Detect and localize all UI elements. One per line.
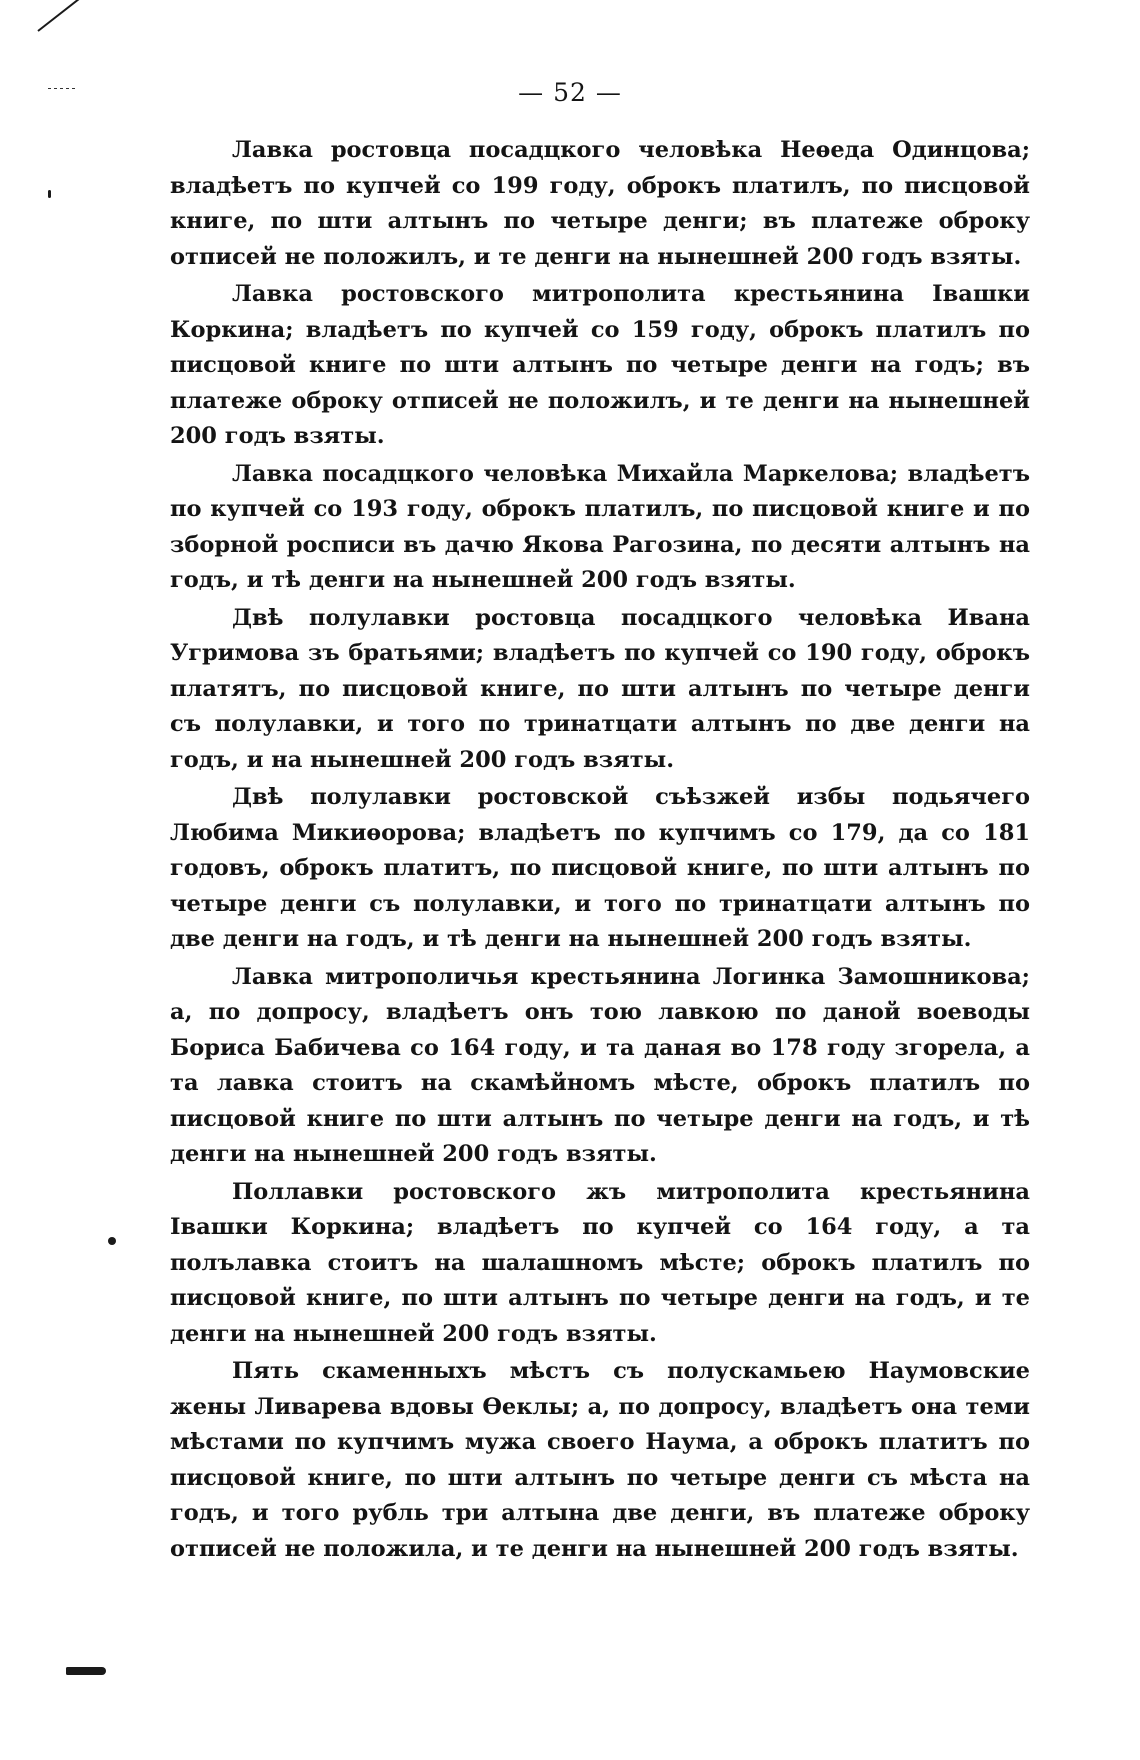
paragraph: Поллавки ростовского жъ митрополита крестьянина Івашки Коркина; владѣетъ по купчей со 164 году, а та полълавка стоитъ на шалашномъ мѣсте; оброкъ платилъ по писцовой книге, по шти алтынъ по четыре денги на годъ, и те денги на нынешней 200 годъ взяты. <box>170 1178 1030 1347</box>
paragraph: Двѣ полулавки ростовской съѣзжей избы подьячего Любима Микиѳорова; владѣетъ по купчимъ со 179, да со 181 годовъ, оброкъ платитъ, по писцовой книге, по шти алтынъ по четыре денги съ полулавки, и того по тринатцати алтынъ по две денги на годъ, и тѣ денги на нынешней 200 годъ взяты. <box>170 784 1030 952</box>
paragraph: Лавка ростовского митрополита крестьянина Івашки Коркина; владѣетъ по купчей со 159 году, оброкъ платилъ по писцовой книге по шти алтынъ по четыре денги на годъ; въ платеже оброку отписей не положилъ, и те денги на нынешней 200 годъ взяты. <box>170 281 1030 449</box>
scan-speck-mark <box>48 190 51 198</box>
paragraph: Пять скаменныхъ мѣстъ съ полускамьею Наумовские жены Ливарева вдовы Ѳеклы; а, по допросу, владѣетъ она теми мѣстами по купчимъ мужа своего Наума, а оброкъ платитъ по писцовой книге, по шти алтынъ по четыре денги съ мѣста на годъ, и того рубль три алтына две денги, въ платеже оброку отписей не положила, и те денги на нынешней 200 годъ взяты. <box>170 1358 1030 1562</box>
paragraph: Лавка митрополичья крестьянина Логинка Замошникова; а, по допросу, владѣетъ онъ тою лавкою по даной воеводы Бориса Бабичева со 164 году, и та даная во 178 году згорела, а та лавка стоитъ на скамѣйномъ мѣсте, оброкъ платилъ по писцовой книге по шти алтынъ по четыре денги на годъ, и тѣ денги на нынешней 200 годъ взяты. <box>170 963 1030 1167</box>
paragraph: Лавка ростовца посадцкого человѣка Неѳеда Одинцова; владѣетъ по купчей со 199 году, оброкъ платилъ, по писцовой книге, по шти алтынъ по четыре денги; въ платеже оброку отписей не положилъ, и те денги на нынешней 200 годъ взяты. <box>170 137 1030 270</box>
scan-dot-mark <box>108 1237 116 1245</box>
paragraph: Лавка посадцкого человѣка Михайла Маркелова; владѣетъ по купчей со 193 году, оброкъ платилъ, по писцовой книге и по зборной росписи въ дачю Якова Рагозина, по десяти алтынъ на годъ, и тѣ денги на нынешней 200 годъ взяты. <box>170 460 1030 593</box>
page-number: — 52 — <box>518 78 622 107</box>
paragraph: Двѣ полулавки ростовца посадцкого человѣка Ивана Угримова зъ братьями; владѣетъ по купчей со 190 году, оброкъ платятъ, по писцовой книге, по шти алтынъ по четыре денги съ полулавки, и того по тринатцати алтынъ по две денги на годъ, и на нынешней 200 годъ взяты. <box>170 604 1030 773</box>
document-body <box>170 133 1030 1569</box>
scan-slash-mark <box>37 0 87 32</box>
scan-bottom-mark <box>66 1667 106 1675</box>
